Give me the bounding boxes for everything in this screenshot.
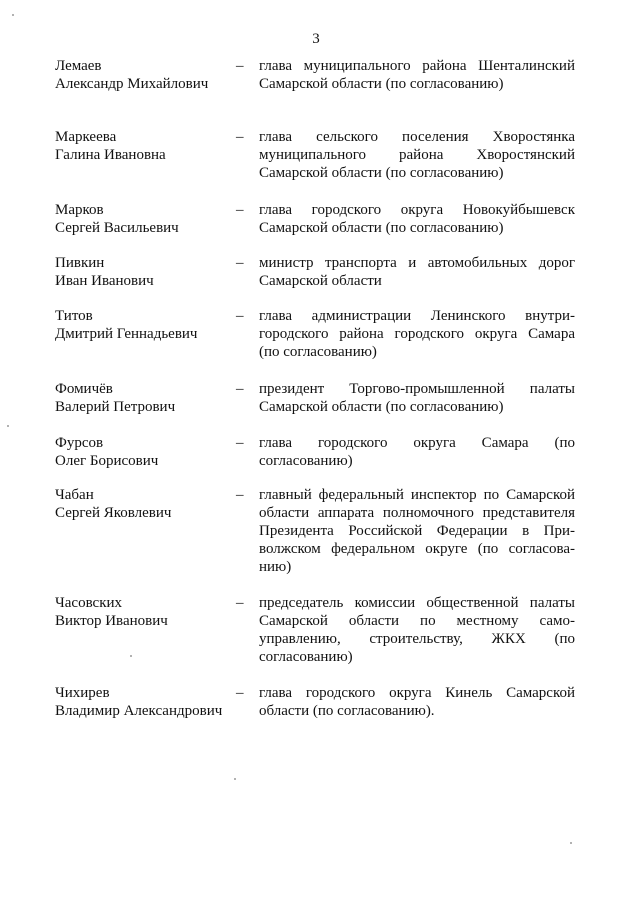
member-given-name: Дмитрий Геннадьевич xyxy=(55,326,198,342)
scan-speck xyxy=(234,778,236,780)
role-line: согласованию) xyxy=(259,649,353,665)
scan-speck xyxy=(570,842,572,844)
role-line: Самарской области xyxy=(259,273,382,289)
member-given-name: Сергей Васильевич xyxy=(55,220,179,236)
role-line: глава городского округа Новокуйбышевск xyxy=(259,202,575,218)
member-surname: Титов xyxy=(55,308,93,324)
member-given-name: Галина Ивановна xyxy=(55,147,166,163)
member-surname: Лемаев xyxy=(55,58,102,74)
role-line: волжском федеральном округе (по согласова- xyxy=(259,541,575,557)
member-surname: Часовских xyxy=(55,595,123,611)
role-line: президент Торгово-промышленной палаты xyxy=(259,381,575,397)
role-line: министр транспорта и автомобильных дорог xyxy=(259,255,575,271)
scan-speck xyxy=(130,655,132,657)
role-line: Самарской области (по согласованию) xyxy=(259,76,504,92)
member-given-name: Иван Иванович xyxy=(55,273,154,289)
role-line: Самарской области (по согласованию) xyxy=(259,399,504,415)
role-line: муниципального района Хворостянский xyxy=(259,147,575,163)
member-name xyxy=(55,486,235,522)
member-given-name: Олег Борисович xyxy=(55,453,159,469)
member-surname: Пивкин xyxy=(55,255,105,271)
member-role xyxy=(259,57,575,93)
scan-speck xyxy=(7,425,9,427)
role-line: глава городского округа Самара (по xyxy=(259,435,575,451)
role-line: области (по согласованию). xyxy=(259,703,435,719)
member-given-name: Виктор Иванович xyxy=(55,613,168,629)
member-name xyxy=(55,307,235,343)
role-line: согласованию) xyxy=(259,453,353,469)
member-name xyxy=(55,201,235,237)
member-surname: Маркеева xyxy=(55,129,117,145)
role-line: нию) xyxy=(259,559,292,575)
member-role xyxy=(259,254,575,290)
member-given-name: Валерий Петрович xyxy=(55,399,176,415)
member-name xyxy=(55,254,235,290)
role-line: глава сельского поселения Хворостянка xyxy=(259,129,575,145)
role-line: главный федеральный инспектор по Самарской xyxy=(259,487,575,503)
member-surname: Фомичёв xyxy=(55,381,113,397)
member-role xyxy=(259,380,575,416)
role-line: Самарской области по местному само- xyxy=(259,613,575,629)
role-line: глава муниципального района Шенталинский xyxy=(259,58,575,74)
member-given-name: Владимир Александрович xyxy=(55,703,223,719)
role-line: председатель комиссии общественной палаты xyxy=(259,595,575,611)
dash-separator: – xyxy=(236,58,244,74)
role-line: глава городского округа Кинель Самарской xyxy=(259,685,575,701)
member-name xyxy=(55,684,235,720)
member-surname: Марков xyxy=(55,202,104,218)
scan-speck xyxy=(12,14,14,16)
page-number: 3 xyxy=(312,31,320,47)
member-role xyxy=(259,128,575,182)
role-line: городского района городского округа Самара xyxy=(259,326,575,342)
dash-separator: – xyxy=(236,685,244,701)
role-line: Самарской области (по согласованию) xyxy=(259,220,504,236)
member-role xyxy=(259,201,575,237)
member-given-name: Александр Михайлович xyxy=(55,76,209,92)
dash-separator: – xyxy=(236,595,244,611)
dash-separator: – xyxy=(236,487,244,503)
member-surname: Чабан xyxy=(55,487,94,503)
member-given-name: Сергей Яковлевич xyxy=(55,505,172,521)
member-name xyxy=(55,128,235,164)
member-role xyxy=(259,307,575,361)
member-name xyxy=(55,380,235,416)
member-role xyxy=(259,486,575,576)
role-line: глава администрации Ленинского внутри- xyxy=(259,308,575,324)
role-line: управлению, строительству, ЖКХ (по xyxy=(259,631,575,647)
member-role xyxy=(259,684,575,720)
role-line: области аппарата полномочного представителя xyxy=(259,505,575,521)
member-name xyxy=(55,57,235,93)
dash-separator: – xyxy=(236,129,244,145)
member-surname: Фурсов xyxy=(55,435,104,451)
member-surname: Чихирев xyxy=(55,685,110,701)
role-line: Президента Российской Федерации в При- xyxy=(259,523,575,539)
member-name xyxy=(55,594,235,630)
role-line: Самарской области (по согласованию) xyxy=(259,165,504,181)
dash-separator: – xyxy=(236,381,244,397)
dash-separator: – xyxy=(236,308,244,324)
dash-separator: – xyxy=(236,255,244,271)
member-role xyxy=(259,434,575,470)
role-line: (по согласованию) xyxy=(259,344,377,360)
member-name xyxy=(55,434,235,470)
dash-separator: – xyxy=(236,435,244,451)
member-role xyxy=(259,594,575,666)
dash-separator: – xyxy=(236,202,244,218)
